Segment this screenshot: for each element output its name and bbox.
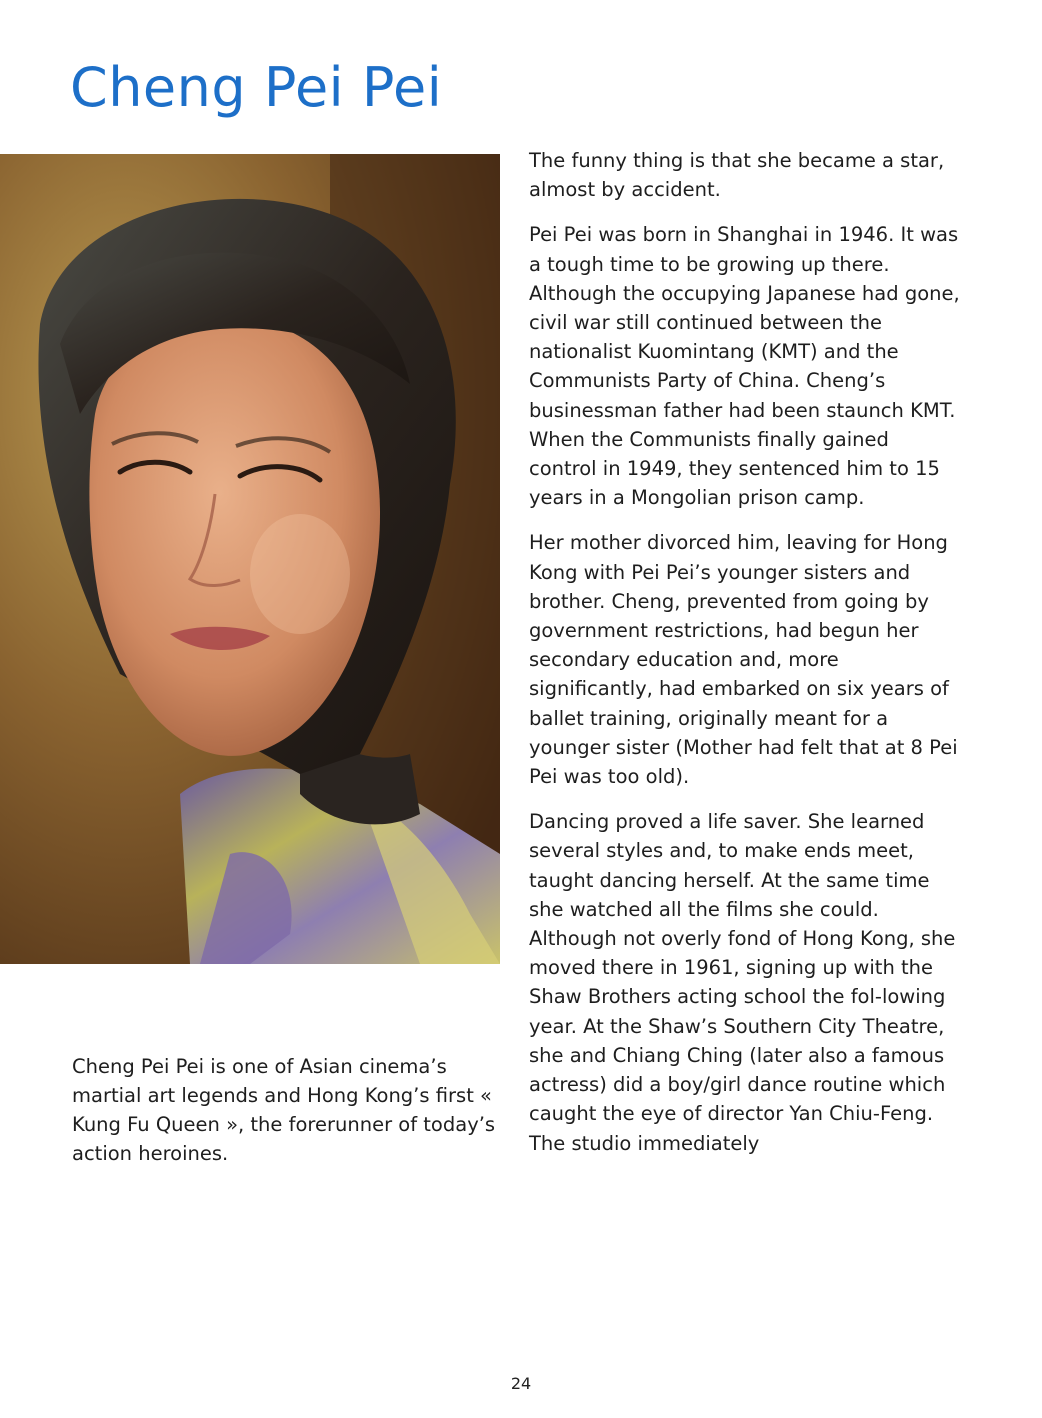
page-number: 24 (510, 1374, 532, 1393)
page-title: Cheng Pei Pei (70, 56, 443, 119)
portrait-photo (0, 154, 500, 964)
paragraph-mother: Her mother divorced him, leaving for Hong Kong with Pei Pei’s younger sisters and brother. Cheng, prevented from going by government restrictions, had begun her secondary education and, more significantly, had embarked on six years of ballet training, originally meant for a younger sister (Mother had felt that at 8 Pei Pei was too old). (529, 531, 958, 789)
portrait-illustration (0, 154, 500, 964)
paragraph-intro: The funny thing is that she became a star, almost by accident. (529, 149, 945, 202)
paragraph-birth: Pei Pei was born in Shanghai in 1946. It was a tough time to be growing up there. Although the occupying Japanese had gone, civil war still continued between the nationalist Kuomintang (KMT) and the Communists Party of China. Cheng’s businessman father had been staunch KMT. When the Communists finally gained control in 1949, they sentenced him to 15 years in a Mongolian prison camp. (529, 223, 960, 510)
photo-caption: Cheng Pei Pei is one of Asian cinema’s martial art legends and Hong Kong’s first « Kung Fu Queen », the forerunner of today’s action heroines. (72, 1055, 496, 1165)
paragraph-dancing: Dancing proved a life saver. She learned several styles and, to make ends meet, taught dancing herself. At the same time she watched all the films she could. Although not overly fond of Hong Kong, she moved there in 1961, signing up with the Shaw Brothers acting school the fol-lowing year. At the Shaw’s Southern City Theatre, she and Chiang Ching (later also a famous actress) did a boy/girl dance routine which caught the eye of director Yan Chiu-Feng. The studio immediately (529, 810, 956, 1155)
article-body (529, 146, 961, 1174)
